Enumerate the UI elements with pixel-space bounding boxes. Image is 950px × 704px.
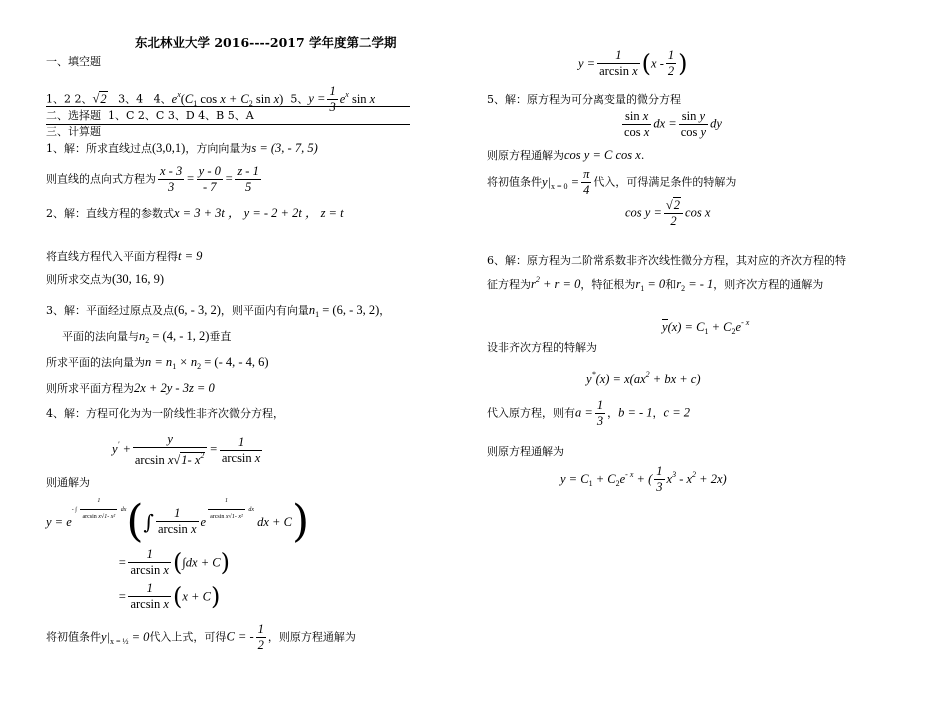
p5-line-2: 则原方程通解为cos y = C cos x.	[487, 148, 645, 162]
section-3-heading: 三、计算题	[46, 125, 101, 138]
page-title: 东北林业大学 2016----2017 学年度第二学期	[135, 35, 397, 50]
divider-1	[46, 106, 410, 107]
p5-line-3: 将初值条件$y|_{x = 0}$ = $\frac{\pi}{4}$ 代入，可得满足条件的特解为	[487, 167, 737, 197]
p1-line-2: 则直线的点向式方程为 $\frac{x - 3}{3}$ = $\frac{y - 0}{- 7}$ = $\frac{z - 1}{5}$	[46, 164, 259, 194]
p6-line-1: 6、解：原方程为二阶常系数非齐次线性微分方程，其对应的齐次方程的特	[487, 254, 846, 267]
p3-line-3: 所求平面的法向量为$n = n_1 \times n_2$ = (- 4, - 4, 6)	[46, 355, 269, 371]
p2-line-2: 将直线方程代入平面方程得t = 9	[46, 249, 203, 263]
p4-line-2: 则通解为	[46, 476, 90, 489]
p6-homogeneous-solution: $y(x) = C_1 + C_2e^{- x}$	[662, 318, 750, 336]
p2-line-1: 2、解：直线方程的参数式x = 3 + 3t ， y = - 2 + 2t ， z = t	[46, 206, 344, 220]
p6-trial-solution: $y^*(x) = x(ax^2$ + bx + c)	[586, 370, 701, 386]
section-2-line: 二、选择题 1、C 2、C 3、D 4、B 5、A	[46, 109, 254, 122]
p4-general-solution: $y = e^{- \int \frac{1}{\text{arcsin x√1- x²}} dx}(\int$ $\frac{1}{\text{arcsin x}}$ e $^{\frac{1}{\text{arcsin x√1- x²}} dx}$ dx + C)	[46, 495, 310, 547]
p6-line-5: 则原方程通解为	[487, 445, 564, 458]
fill-in-answers: 1、2 2、√2 3、4 4、$e^x(C_1$ $\cos x + C_2$ sin x) 5、y = $\frac{1}{3}$ $e^x$ sin x	[46, 84, 376, 114]
p5-particular-solution: cos y = $\frac{√2}{2}$ cos x	[625, 198, 711, 228]
p6-line-4: 代入原方程，则有a = $\frac{1}{3}$ ，b = - 1，c = 2	[487, 398, 691, 428]
p4-equation: y′ + $\frac{y}{\arcsin x√1- x^2}$ = $\frac{1}{\text{arcsin x}}$	[112, 432, 261, 467]
section-1-heading: 一、填空题	[46, 55, 101, 68]
p5-equation: $\frac{\text{sin x}}{\text{cos x}}$ dx = $\frac{\text{sin y}}{\text{cos y}}$ dy	[624, 109, 722, 139]
p4-line-1: 4、解：方程可化为为一阶线性非齐次微分方程，	[46, 407, 284, 420]
p4-line-3: 将初值条件$y|_{x = \frac{1}{2}} = 0$代入上式，可得C = - $\frac{1}{2}$ ，则原方程通解为	[46, 622, 356, 652]
p2-line-3: 则所求交点为(30, 16, 9)	[46, 272, 165, 286]
p4-step-2: = $\frac{1}{\text{arcsin x}}$ (∫dx + C)	[118, 547, 230, 577]
p3-line-4: 则所求平面方程为2x + 2y - 3z = 0	[46, 381, 215, 395]
p5-line-1: 5、解：原方程为可分离变量的微分方程	[487, 93, 681, 106]
p3-line-1: 3、解：平面经过原点及点(6, - 3, 2)，则平面内有向量$n_1 = (6$, - 3, 2)，	[46, 303, 391, 319]
p4-step-3: = $\frac{1}{\text{arcsin x}}$ (x + C)	[118, 581, 221, 611]
p1-line-1: 1、解：所求直线过点(3,0,1)，方向向量为s = (3, - 7, 5)	[46, 141, 318, 155]
p6-line-2: 征方程为$r^2 + r = 0$，特征根为$r_1 = 0$和$r_2$ = - 1，则齐次方程的通解为	[487, 275, 824, 293]
p3-line-2: 平面的法向量与$n_2 = (4$, - 1, 2)垂直	[62, 329, 232, 345]
p4-particular-solution: y = $\frac{1}{\text{arcsin x}}$ (x - $\frac{1}{2}$ )	[578, 48, 688, 78]
p6-general-solution: $y = C_1 + C_2e^{- x}$ + ( $\frac{1}{3}$ $x^3 - x^2 + 2x$)	[560, 464, 727, 494]
p6-line-3: 设非齐次方程的特解为	[487, 341, 597, 354]
